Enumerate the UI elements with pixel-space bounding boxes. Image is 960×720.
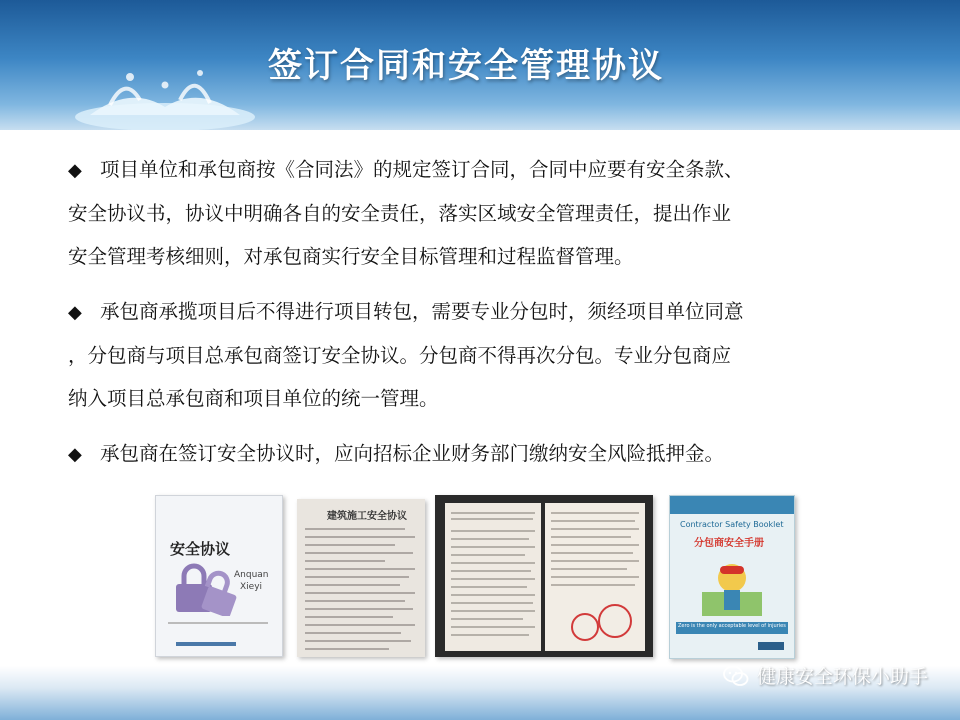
red-seal-stamp bbox=[599, 605, 631, 637]
booklet-logo bbox=[758, 642, 784, 650]
water-splash-graphic bbox=[70, 55, 260, 130]
bullet-item-3 bbox=[68, 432, 908, 476]
bullet-text: 安全管理考核细则，对承包商实行安全目标管理和过程监督管理。 bbox=[68, 245, 634, 268]
publisher-mark bbox=[176, 642, 236, 646]
padlock-icon bbox=[170, 560, 240, 616]
safety-agreement-document-image bbox=[297, 499, 425, 657]
red-seal-stamp bbox=[572, 614, 598, 640]
document-title: 建筑施工安全协议 bbox=[327, 511, 407, 522]
contract-left-page bbox=[445, 503, 541, 651]
signed-contract-image bbox=[435, 495, 653, 657]
watermark bbox=[723, 662, 928, 689]
bullet-text: 承包商承揽项目后不得进行项目转包，需要专业分包时，须经项目单位同意 bbox=[100, 300, 744, 323]
contract-right-page bbox=[545, 503, 645, 651]
book-pinyin: Anquan bbox=[234, 570, 269, 580]
bullet-text: 纳入项目总承包商和项目单位的统一管理。 bbox=[68, 387, 439, 410]
book-cover-image bbox=[155, 495, 283, 657]
title-banner bbox=[0, 0, 960, 130]
contract-text-lines bbox=[445, 503, 541, 651]
contract-text-lines bbox=[545, 503, 645, 651]
watermark-text: 健康安全环保小助手 bbox=[756, 666, 928, 688]
contractor-safety-booklet-image bbox=[669, 495, 795, 659]
wechat-icon bbox=[723, 665, 749, 687]
booklet-tagline: Zero is the only acceptable level of injuries bbox=[678, 623, 786, 629]
diamond-bullet-icon: ◆ bbox=[68, 444, 82, 465]
bullet-list bbox=[68, 148, 908, 488]
bullet-text: 安全协议书，协议中明确各自的安全责任，落实区域安全管理责任，提出作业 bbox=[68, 202, 732, 225]
diamond-bullet-icon: ◆ bbox=[68, 302, 82, 323]
booklet-title-en: Contractor Safety Booklet bbox=[680, 520, 784, 529]
author-line bbox=[168, 622, 268, 624]
book-pinyin: Xieyi bbox=[240, 582, 263, 592]
safety-mascot-illustration bbox=[698, 552, 766, 620]
document-text-lines bbox=[305, 525, 417, 653]
bullet-item-2 bbox=[68, 290, 908, 420]
diamond-bullet-icon: ◆ bbox=[68, 160, 82, 181]
booklet-top-band bbox=[670, 496, 794, 514]
bullet-text: 承包商在签订安全协议时，应向招标企业财务部门缴纳安全风险抵押金。 bbox=[100, 442, 725, 465]
example-images bbox=[155, 495, 795, 665]
booklet-title-cn: 分包商安全手册 bbox=[694, 538, 764, 549]
bullet-text: ，分包商与项目总承包商签订安全协议。分包商不得再次分包。专业分包商应 bbox=[68, 344, 732, 367]
bullet-item-1 bbox=[68, 148, 908, 278]
slide-title: 签订合同和安全管理协议 bbox=[268, 46, 664, 86]
book-title: 安全协议 bbox=[170, 540, 231, 558]
bullet-text: 项目单位和承包商按《合同法》的规定签订合同，合同中应要有安全条款、 bbox=[100, 158, 744, 181]
